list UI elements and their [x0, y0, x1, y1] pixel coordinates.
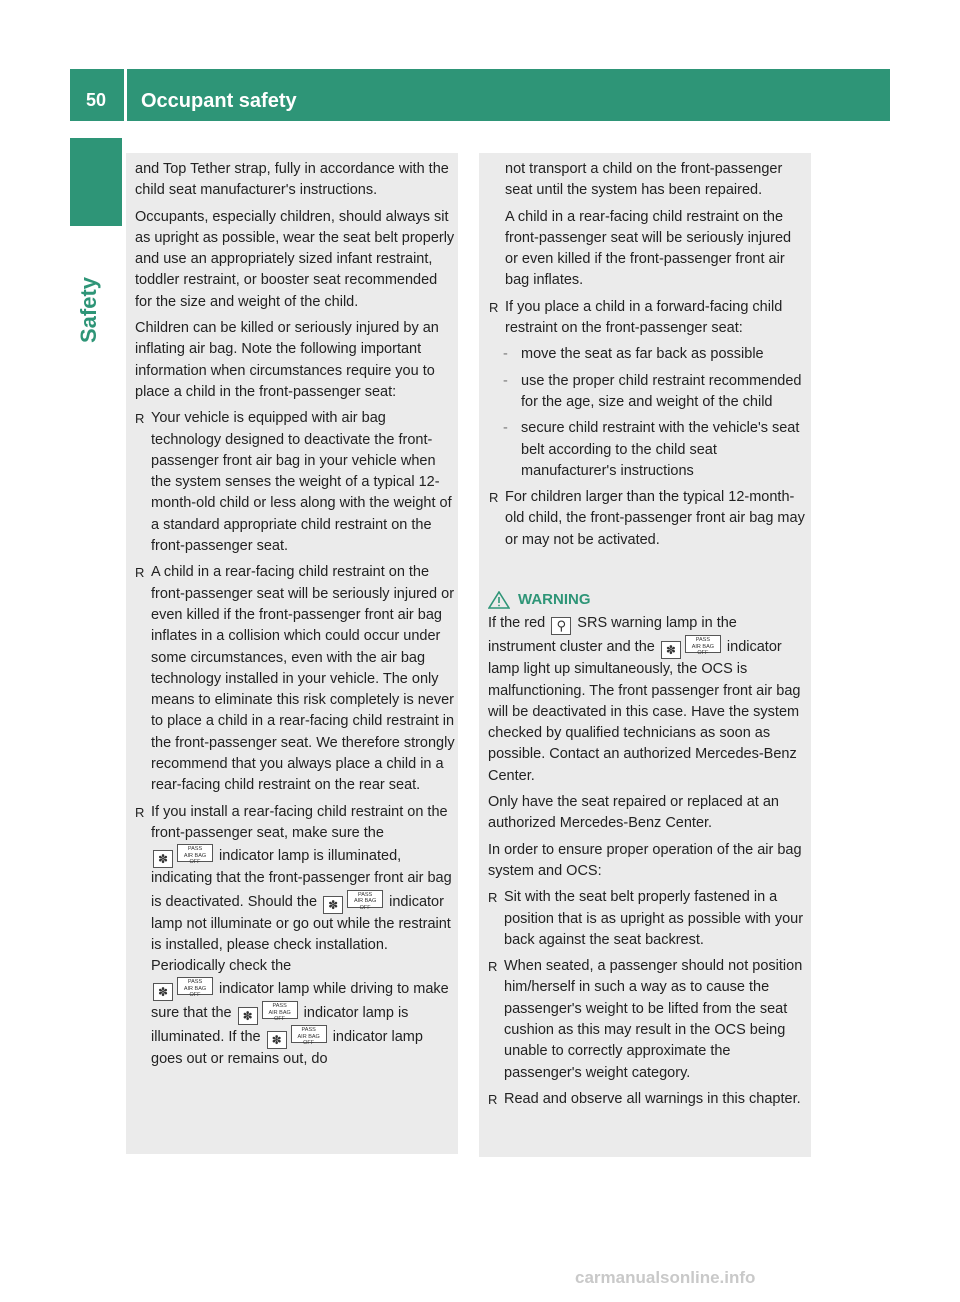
list-item-text: For children larger than the typical 12-month-old child, the front-passenger front air bag may or may not be activated. — [505, 489, 805, 548]
bullet-marker: R — [135, 804, 145, 820]
warning-heading — [488, 589, 806, 610]
list-item-text: If you install a rear-facing child restraint on the front-passenger seat, make sure the ✽PASS AIR BAG OFF indicator lamp is illuminated, indicating that the front-passenger front air bag is deactivated. Should the ✽PASS AIR BAG OFF indicator lamp not illuminate or go out while the restraint is installed, please check installation. Periodically check the ✽PASS AIR BAG OFF indicator lamp while driving to make sure that the ✽PASS AIR BAG OFF indicator lamp is illuminated. If the ✽PASS AIR BAG OFF indicator lamp goes out or remains out, do — [151, 803, 452, 1068]
paragraph: Children can be killed or seriously injured by an inflating air bag. Note the following important information when circumstances require you to place a child in the front-passenger seat: — [135, 320, 439, 400]
list-item — [489, 487, 807, 551]
list-item-text: Sit with the seat belt properly fastened in a position that is as upright as possible with your back against the seat backrest. — [504, 889, 804, 948]
watermark: carmanualsonline.info — [575, 1268, 756, 1287]
dash-marker: - — [503, 420, 508, 437]
sub-list-item — [489, 418, 807, 482]
child-seat-icon: ✽ — [267, 1031, 287, 1049]
page-number: 50 — [86, 90, 107, 110]
bullet-marker: R — [488, 959, 498, 975]
list-item — [135, 802, 455, 1071]
bullet-marker: R — [488, 1091, 498, 1107]
pass-airbag-off-icon: PASS AIR BAG OFF — [291, 1025, 327, 1043]
bullet-marker: R — [489, 299, 499, 315]
paragraph: A child in a rear-facing child restraint on the front-passenger seat will be seriously injured or even killed if the front-passenger front air bag inflates. — [505, 208, 792, 289]
sub-list-item-text: secure child restraint with the vehicle's seat belt according to the child seat manufacturer's instructions — [521, 420, 800, 479]
header-separator — [124, 69, 127, 121]
bullet-marker: R — [489, 490, 499, 506]
warning-block — [488, 589, 806, 1115]
list-item — [135, 408, 455, 557]
sub-list-item-text: move the seat as far back as possible — [521, 346, 764, 363]
right-column-text — [489, 159, 807, 556]
srs-warning-icon: ⚲ — [551, 617, 571, 635]
bullet-marker: R — [488, 890, 498, 906]
bullet-marker: R — [135, 565, 145, 581]
list-item — [489, 297, 807, 340]
list-item-text: Read and observe all warnings in this chapter. — [504, 1090, 801, 1107]
warning-title: WARNING — [518, 591, 591, 608]
pass-airbag-off-icon: PASS AIR BAG OFF — [347, 890, 383, 908]
child-seat-icon: ✽ — [323, 896, 343, 914]
bullet-marker: R — [135, 411, 145, 427]
section-title: Occupant safety — [141, 90, 297, 112]
child-seat-icon: ✽ — [238, 1007, 258, 1025]
list-item — [488, 1089, 806, 1110]
side-tab-marker — [70, 138, 122, 226]
sub-list-item-text: use the proper child restraint recommended for the age, size and weight of the child — [521, 372, 802, 410]
sub-list-item — [489, 344, 807, 365]
list-item-text: When seated, a passenger should not position him/herself in such a way as to cause the passenger's weight to be lifted from the seat cushion as this may result in the OCS being unable to correctly approximate the passenger's weight category. — [504, 958, 803, 1081]
dash-marker: - — [503, 372, 508, 389]
paragraph: Occupants, especially children, should always sit as upright as possible, wear the seat belt properly and use an appropriately sized infant restraint, toddler restraint, or booster seat recommended for the size and weight of the child. — [135, 208, 455, 310]
child-seat-icon: ✽ — [661, 641, 681, 659]
warning-triangle-icon — [488, 591, 510, 609]
dash-marker: - — [503, 346, 508, 363]
paragraph: Only have the seat repaired or replaced at an authorized Mercedes-Benz Center. — [488, 794, 779, 832]
list-item-text: A child in a rear-facing child restraint on the front-passenger seat will be seriously injured or even killed if the front-passenger front air bag inflates in a collision which could occur under some circumstances, even with the air bag technology installed in your vehicle. The only means to eliminate this risk completely is never to place a child in a rear-facing child restraint in the front-passenger seat. We therefore strongly recommend that you always place a child in a rear-facing child restraint on the rear seat. — [151, 564, 455, 794]
pass-airbag-off-icon: PASS AIR BAG OFF — [262, 1001, 298, 1019]
list-item — [135, 562, 455, 796]
child-seat-icon: ✽ — [153, 983, 173, 1001]
paragraph: In order to ensure proper operation of the air bag system and OCS: — [488, 841, 802, 879]
side-tab-label: Safety — [76, 276, 101, 343]
child-seat-icon: ✽ — [153, 850, 173, 868]
pass-airbag-off-icon: PASS AIR BAG OFF — [177, 844, 213, 862]
list-item-text: Your vehicle is equipped with air bag technology designed to deactivate the front-passenger front air bag in your vehicle when the system senses the weight of a typical 12-month-old child or less along with the weight of a standard appropriate child restraint on the front-passenger seat. — [151, 410, 452, 555]
list-item — [488, 887, 806, 951]
paragraph: If the red ⚲ SRS warning lamp in the instrument cluster and the ✽PASS AIR BAG OFF indicator lamp light up simultaneously, the OCS is malfunctioning. The front passenger front air bag will be deactivated in this case. Have the system checked by qualified technicians as soon as possible. Contact an authorized Mercedes-Benz Center. — [488, 615, 801, 784]
sub-list-item — [489, 371, 807, 414]
pass-airbag-off-icon: PASS AIR BAG OFF — [685, 635, 721, 653]
paragraph: not transport a child on the front-passenger seat until the system has been repaired. — [505, 161, 783, 199]
pass-airbag-off-icon: PASS AIR BAG OFF — [177, 977, 213, 995]
left-column-text — [135, 159, 455, 1076]
list-item-text: If you place a child in a forward-facing child restraint on the front-passenger seat: — [505, 298, 783, 337]
list-item — [488, 956, 806, 1084]
paragraph: and Top Tether strap, fully in accordance with the child seat manufacturer's instructions. — [135, 161, 449, 199]
